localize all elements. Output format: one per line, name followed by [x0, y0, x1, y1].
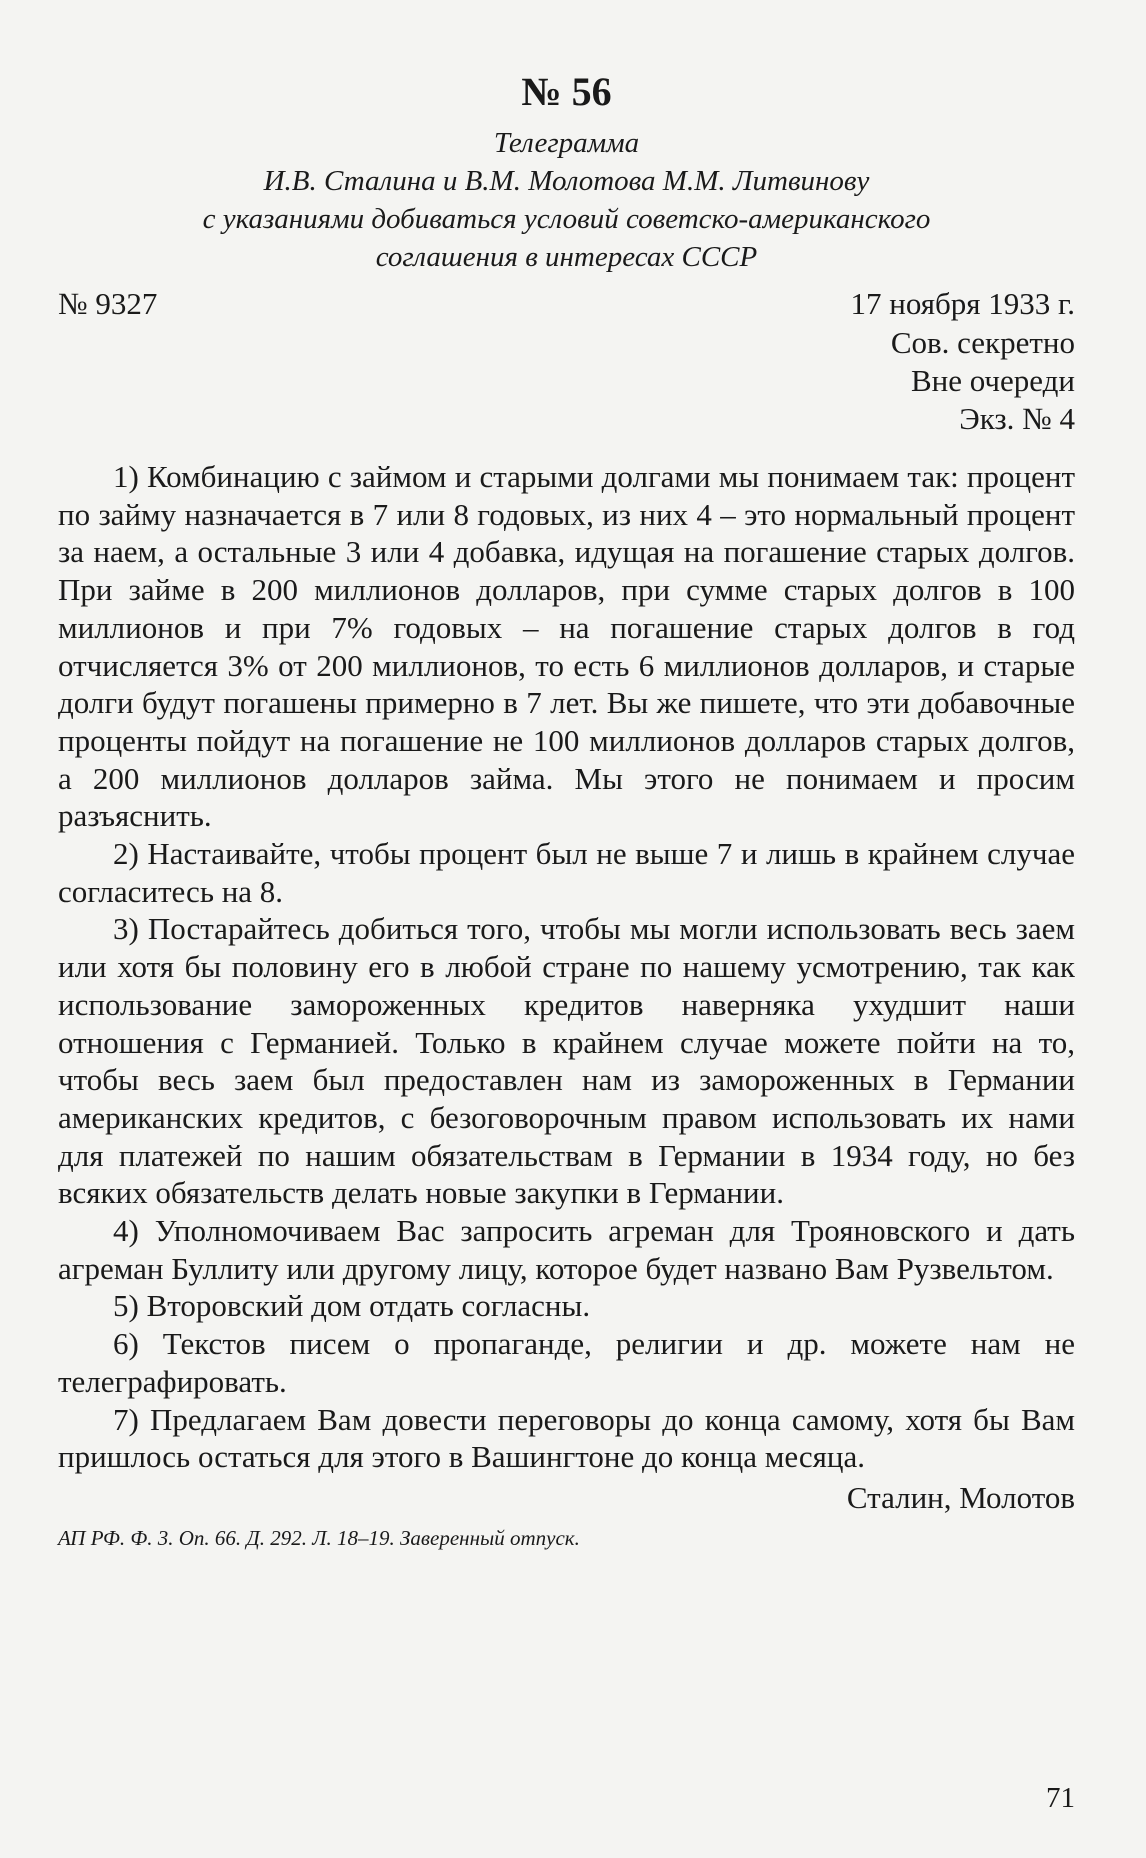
paragraph-5: 5) Второвский дом отдать согласны. [113, 1288, 591, 1324]
priority-label: Вне очереди [910, 363, 1075, 398]
telegram-body [58, 458, 1075, 1476]
secrecy-label: Сов. секретно [890, 325, 1075, 360]
paragraph-3: 3) Постарайтесь добиться того, чтобы мы могли использовать весь заем или хотя бы половину его в любой стране по нашему усмотрению, так как использование замороженных кредитов наверняка ухудшит наши отношения с Германией. Только в крайнем случае можете пойти на то, чтобы весь заем был предоставлен нам из замороженных в Германии американских кредитов, с безоговорочным правом использовать их нами для платежей по нашим обязательствам в Германии в 1934 году, но без всяких обязательств делать новые закупки в Германии. [58, 911, 1075, 1211]
copy-number: Экз. № 4 [959, 401, 1075, 436]
telegram-date: 17 ноября 1933 г. [850, 286, 1075, 321]
meta-stamps [58, 324, 1075, 438]
telegram-number: № 9327 [58, 286, 158, 321]
title-line: И.В. Сталина и В.М. Молотова М.М. Литвинову [263, 165, 870, 197]
page-number: 71 [1046, 1782, 1075, 1814]
document-number: № 56 [521, 69, 612, 114]
title-line: Телеграмма [493, 127, 640, 159]
meta-row [58, 284, 1075, 324]
paragraph-7: 7) Предлагаем Вам довести переговоры до конца самому, хотя бы Вам пришлось остаться для этого в Вашингтоне до конца месяца. [58, 1401, 1075, 1475]
paragraph-6: 6) Текстов писем о пропаганде, религии и др. можете нам не телеграфировать. [58, 1326, 1075, 1399]
document-content [58, 70, 1075, 1552]
title-line: соглашения в интересах СССР [375, 241, 758, 273]
archive-source: АП РФ. Ф. 3. Оп. 66. Д. 292. Л. 18–19. Заверенный отпуск. [58, 1525, 580, 1550]
signature: Сталин, Молотов [846, 1479, 1075, 1515]
paragraph-4: 4) Уполномочиваем Вас запросить агреман для Трояновского и дать агреман Буллиту или другому лицу, которое будет названо Вам Рузвельтом. [58, 1213, 1075, 1286]
title-line: с указаниями добиваться условий советско-американского [202, 203, 931, 235]
paragraph-1: 1) Комбинацию с займом и старыми долгами мы понимаем так: процент по займу назначается в 7 или 8 годовых, из них 4 – это нормальный процент за наем, а остальные 3 или 4 добавка, идущая на погашение старых долгов. При займе в 200 миллионов долларов, при сумме старых долгов в 100 миллионов и при 7% годовых – на погашение старых долгов в год отчисляется 3% от 200 миллионов, то есть 6 миллионов долларов, и старые долги будут погашены примерно в 7 лет. Вы же пишете, что эти добавочные проценты пойдут на погашение не 100 миллионов долларов старых долгов, а 200 миллионов долларов займа. Мы этого не понимаем и просим разъяснить. [58, 459, 1075, 834]
paragraph-2: 2) Настаивайте, чтобы процент был не выше 7 и лишь в крайнем случае согласитесь на 8. [58, 836, 1075, 909]
document-title [58, 124, 1075, 276]
